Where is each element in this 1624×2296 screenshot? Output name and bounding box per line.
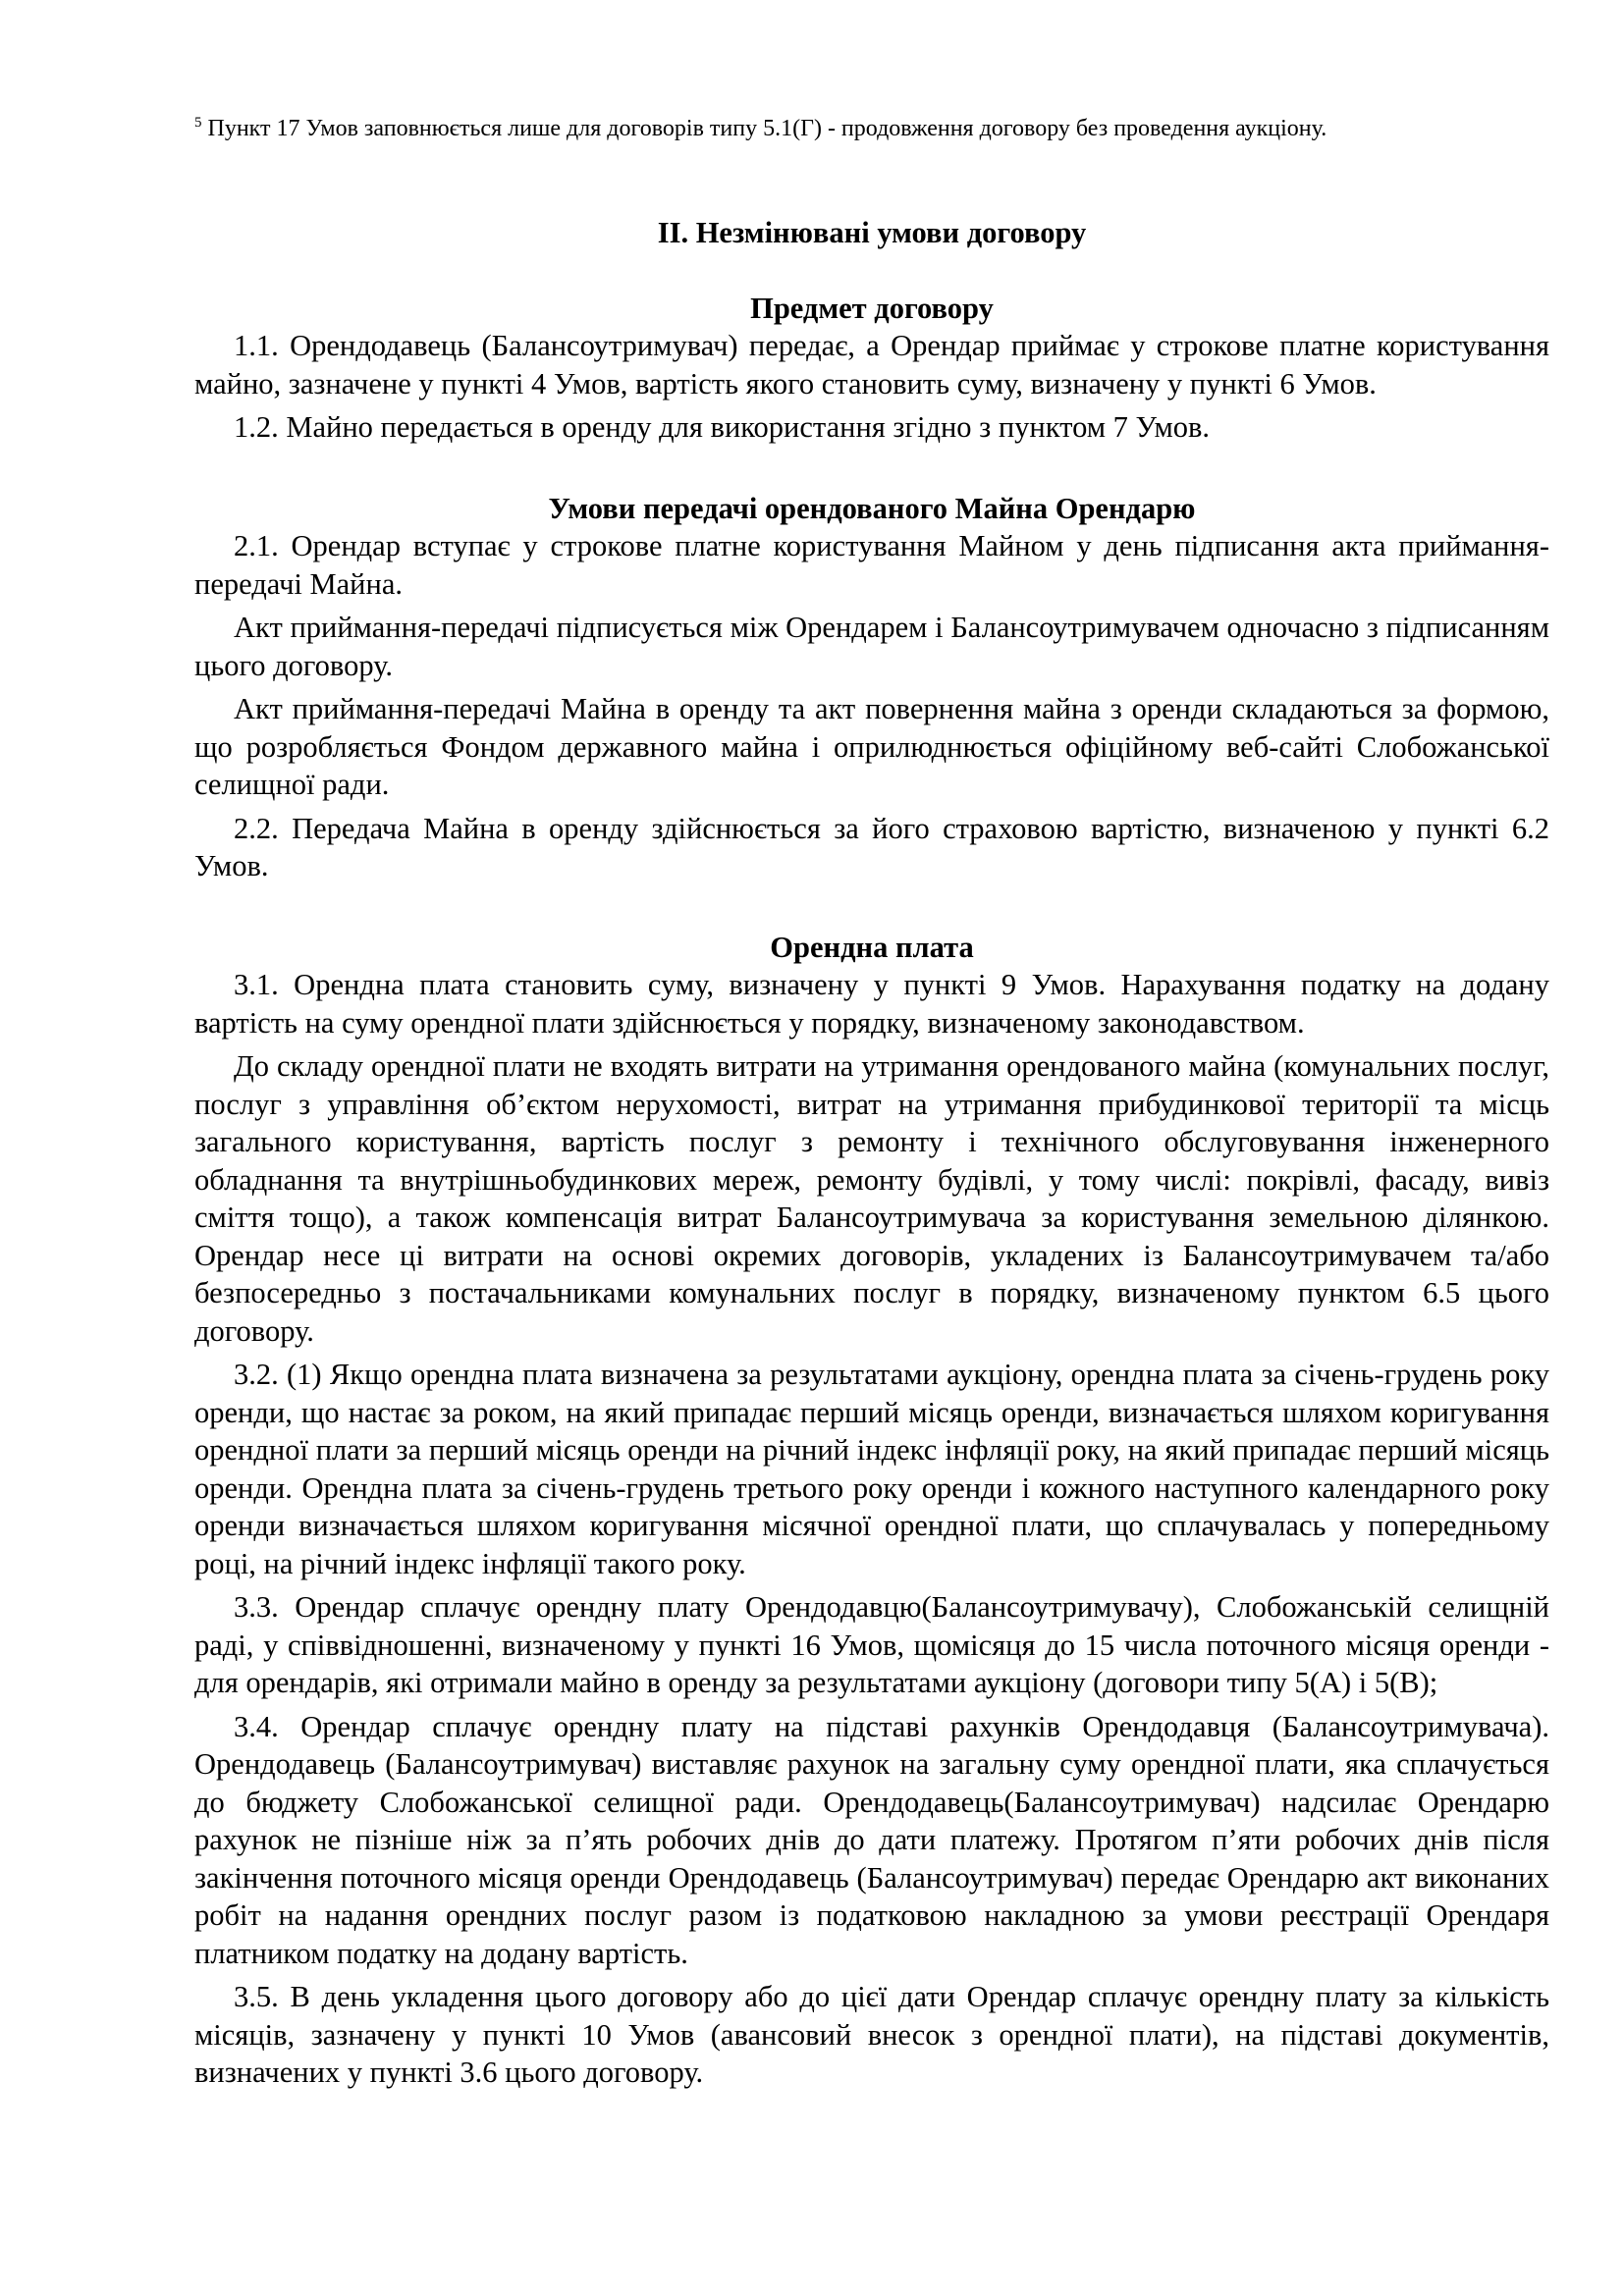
footnote-text: Пункт 17 Умов заповнюється лише для договорів типу 5.1(Г) - продовження договору без проведення аукціону. bbox=[207, 116, 1327, 141]
section-title: ІІ. Незмінювані умови договору bbox=[657, 216, 1087, 249]
heading-transfer: Умови передачі орендованого Майна Орендарю bbox=[548, 491, 1196, 525]
footnote-marker: 5 bbox=[194, 115, 202, 131]
clause-3-4: 3.4. Орендар сплачує орендну плату на підставі рахунків Орендодавця (Балансоутримувача). Орендодавець (Балансоутримувач) виставляє рахунок на загальну суму орендної плати, яка сплачується до бюджету Слобожанської селищної ради. Орендодавець(Балансоутримувач) надсилає Орендарю рахунок не пізніше ніж за п’ять робочих днів до дати платежу. Протягом п’яти робочих днів після закінчення поточного місяця оренди Орендодавець (Балансоутримувач) передає Орендарю акт виконаних робіт на надання орендних послуг разом із податковою накладною за умови реєстрації Орендаря платником податку на додану вартість. bbox=[194, 1709, 1549, 1970]
footnote bbox=[118, 111, 1473, 146]
clause-2-1-act-form: Акт приймання-передачі Майна в оренду та акт повернення майна з оренди складаються за формою, що розробляється Фондом державного майна і оприлюднюється офіційному веб-сайті Слобожанської селищної ради. bbox=[194, 692, 1549, 801]
spacer bbox=[194, 891, 1549, 929]
clause-2-1: 2.1. Орендар вступає у строкове платне користування Майном у день підписання акта приймання-передачі Майна. bbox=[194, 529, 1549, 601]
spacer bbox=[194, 453, 1549, 490]
clause-3-5: 3.5. В день укладення цього договору або до цієї дати Орендар сплачує орендну плату за кількість місяців, зазначену у пункті 10 Умов (авансовий внесок з орендної плати), на підставі документів, визначених у пункті 3.6 цього договору. bbox=[194, 1980, 1549, 2089]
heading-subject: Предмет договору bbox=[750, 291, 994, 325]
clause-1-2: 1.2. Майно передається в оренду для використання згідно з пунктом 7 Умов. bbox=[234, 410, 1211, 444]
clause-2-2: 2.2. Передача Майна в оренду здійснюється за його страховою вартістю, визначеною у пункті 6.2 Умов. bbox=[194, 811, 1549, 882]
document-body bbox=[194, 208, 1549, 2098]
clause-1-1: 1.1. Орендодавець (Балансоутримувач) передає, а Орендар приймає у строкове платне користування майно, зазначене у пункті 4 Умов, вартість якого становить суму, визначену у пункті 6 Умов. bbox=[194, 329, 1549, 400]
clause-3-3: 3.3. Орендар сплачує орендну плату Орендодавцю(Балансоутримувачу), Слобожанській селищній раді, у співвідношенні, визначеному у пункті 16 Умов, щомісяця до 15 числа поточного місяця оренди - для орендарів, які отримали майно в оренду за результатами аукціону (договори типу 5(А) і 5(В); bbox=[194, 1590, 1549, 1699]
heading-rent: Орендна плата bbox=[770, 930, 974, 964]
clause-3-1: 3.1. Орендна плата становить суму, визначену у пункті 9 Умов. Нарахування податку на додану вартість на суму орендної плати здійснюється у порядку, визначеному законодавством. bbox=[194, 968, 1549, 1040]
clause-3-2: 3.2. (1) Якщо орендна плата визначена за результатами аукціону, орендна плата за січень-грудень року оренди, що настає за роком, на який припадає перший місяць оренди, визначається шляхом коригування орендної плати за перший місяць оренди на річний індекс інфляції року, на який припадає перший місяць оренди. Орендна плата за січень-грудень третього року оренди і кожного наступного календарного року оренди визначається шляхом коригування місячної орендної плати, що сплачувалась у попередньому році, на річний індекс інфляції такого року. bbox=[194, 1358, 1549, 1580]
clause-3-1-exclusions: До складу орендної плати не входять витрати на утримання орендованого майна (комунальних послуг, послуг з управління об’єктом нерухомості, витрат на утримання прибудинкової території та місць загального користування, вартість послуг з ремонту і технічного обслуговування інженерного обладнання та внутрішньобудинкових мереж, ремонту будівлі, у тому числі: покрівлі, фасаду, вивіз сміття тощо), а також компенсація витрат Балансоутримувача за користування земельною ділянкою. Орендар несе ці витрати на основі окремих договорів, укладених із Балансоутримувачем та/або безпосередньо з постачальниками комунальних послуг в порядку, визначеному пунктом 6.5 цього договору. bbox=[194, 1049, 1549, 1348]
clause-2-1-act-signing: Акт приймання-передачі підписується між Орендарем і Балансоутримувачем одночасно з підписанням цього договору. bbox=[194, 611, 1549, 682]
